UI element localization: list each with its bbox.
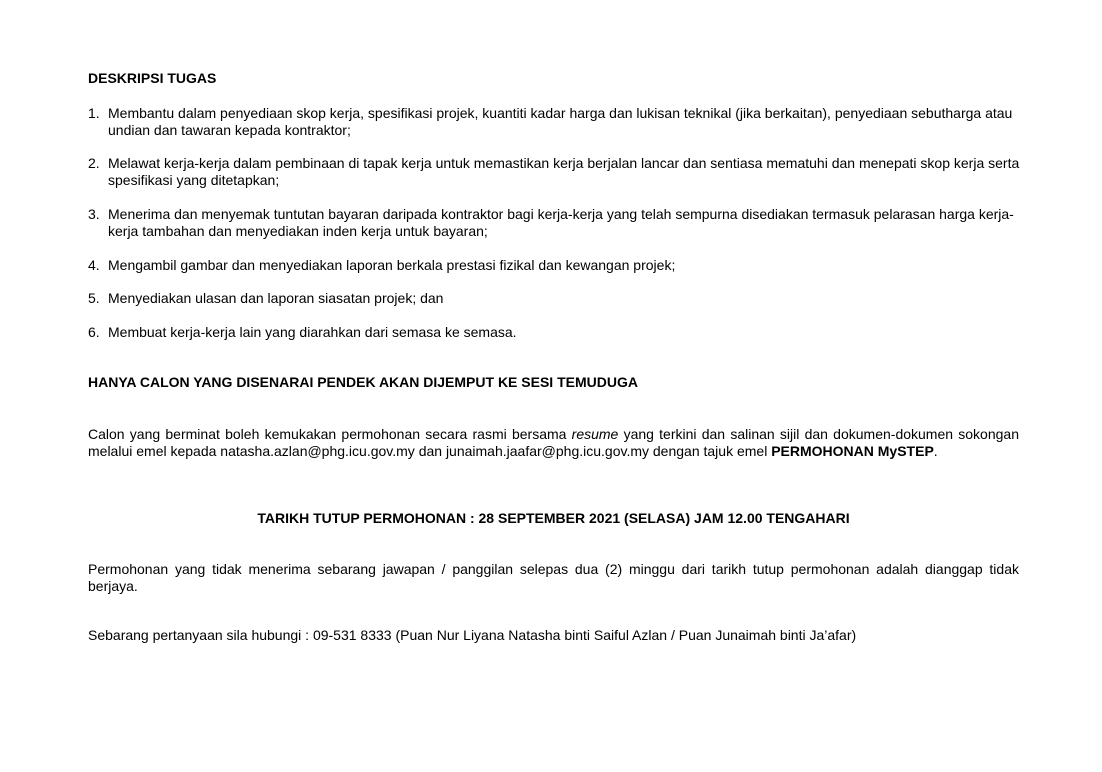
task-text: Membantu dalam penyediaan skop kerja, spesifikasi projek, kuantiti kadar harga dan lukisan teknikal (jika berkaitan), penyediaan sebutharga atau undian dan tawaran kepada kontraktor; — [108, 105, 1013, 138]
application-text-part2: yang terkini dan salinan sijil dan dokumen-dokumen sokongan melalui emel kepada natasha.azlan@phg.icu.gov.my dan junaimah.jaafar@phg.icu.gov.my dengan tajuk emel — [88, 426, 1019, 459]
task-number: 6. — [88, 324, 100, 340]
application-text-part3: . — [933, 443, 938, 459]
closing-date: TARIKH TUTUP PERMOHONAN : 28 SEPTEMBER 2021 (SELASA) JAM 12.00 TENGAHARI — [257, 510, 850, 526]
task-item — [88, 206, 1022, 240]
task-text: Melawat kerja-kerja dalam pembinaan di tapak kerja untuk memastikan kerja berjalan lancar dan sentiasa mematuhi dan menepati skop kerja serta spesifikasi yang ditetapkan; — [108, 155, 1020, 188]
task-text: Menerima dan menyemak tuntutan bayaran daripada kontraktor bagi kerja-kerja yang telah sempurna disediakan termasuk pelarasan harga kerja-kerja tambahan dan menyediakan inden kerja untuk bayaran; — [108, 206, 1014, 239]
contact-info: Sebarang pertanyaan sila hubungi : 09-531 8333 (Puan Nur Liyana Natasha binti Saiful Azlan / Puan Junaimah binti Ja’afar) — [88, 627, 857, 643]
task-item — [88, 105, 1022, 139]
task-item — [88, 290, 1022, 307]
task-item — [88, 257, 1022, 274]
unsuccessful-notice: Permohonan yang tidak menerima sebarang jawapan / panggilan selepas dua (2) minggu dari tarikh tutup permohonan adalah dianggap tidak berjaya. — [88, 561, 1019, 594]
task-item — [88, 155, 1022, 189]
shortlist-notice: HANYA CALON YANG DISENARAI PENDEK AKAN DIJEMPUT KE SESI TEMUDUGA — [88, 374, 638, 390]
email-subject: PERMOHONAN MySTEP — [771, 443, 934, 459]
resume-word: resume — [571, 426, 619, 442]
task-number: 5. — [88, 290, 100, 306]
application-instructions — [88, 426, 1019, 460]
application-text-part1: Calon yang berminat boleh kemukakan permohonan secara rasmi bersama — [88, 426, 572, 442]
task-number: 1. — [88, 105, 100, 121]
task-item — [88, 324, 1022, 341]
section-title: DESKRIPSI TUGAS — [88, 70, 217, 86]
task-number: 3. — [88, 206, 100, 222]
task-number: 4. — [88, 257, 100, 273]
task-number: 2. — [88, 155, 100, 171]
task-text: Membuat kerja-kerja lain yang diarahkan dari semasa ke semasa. — [108, 324, 517, 340]
task-text: Mengambil gambar dan menyediakan laporan berkala prestasi fizikal dan kewangan projek; — [108, 257, 676, 273]
task-text: Menyediakan ulasan dan laporan siasatan projek; dan — [108, 290, 444, 306]
